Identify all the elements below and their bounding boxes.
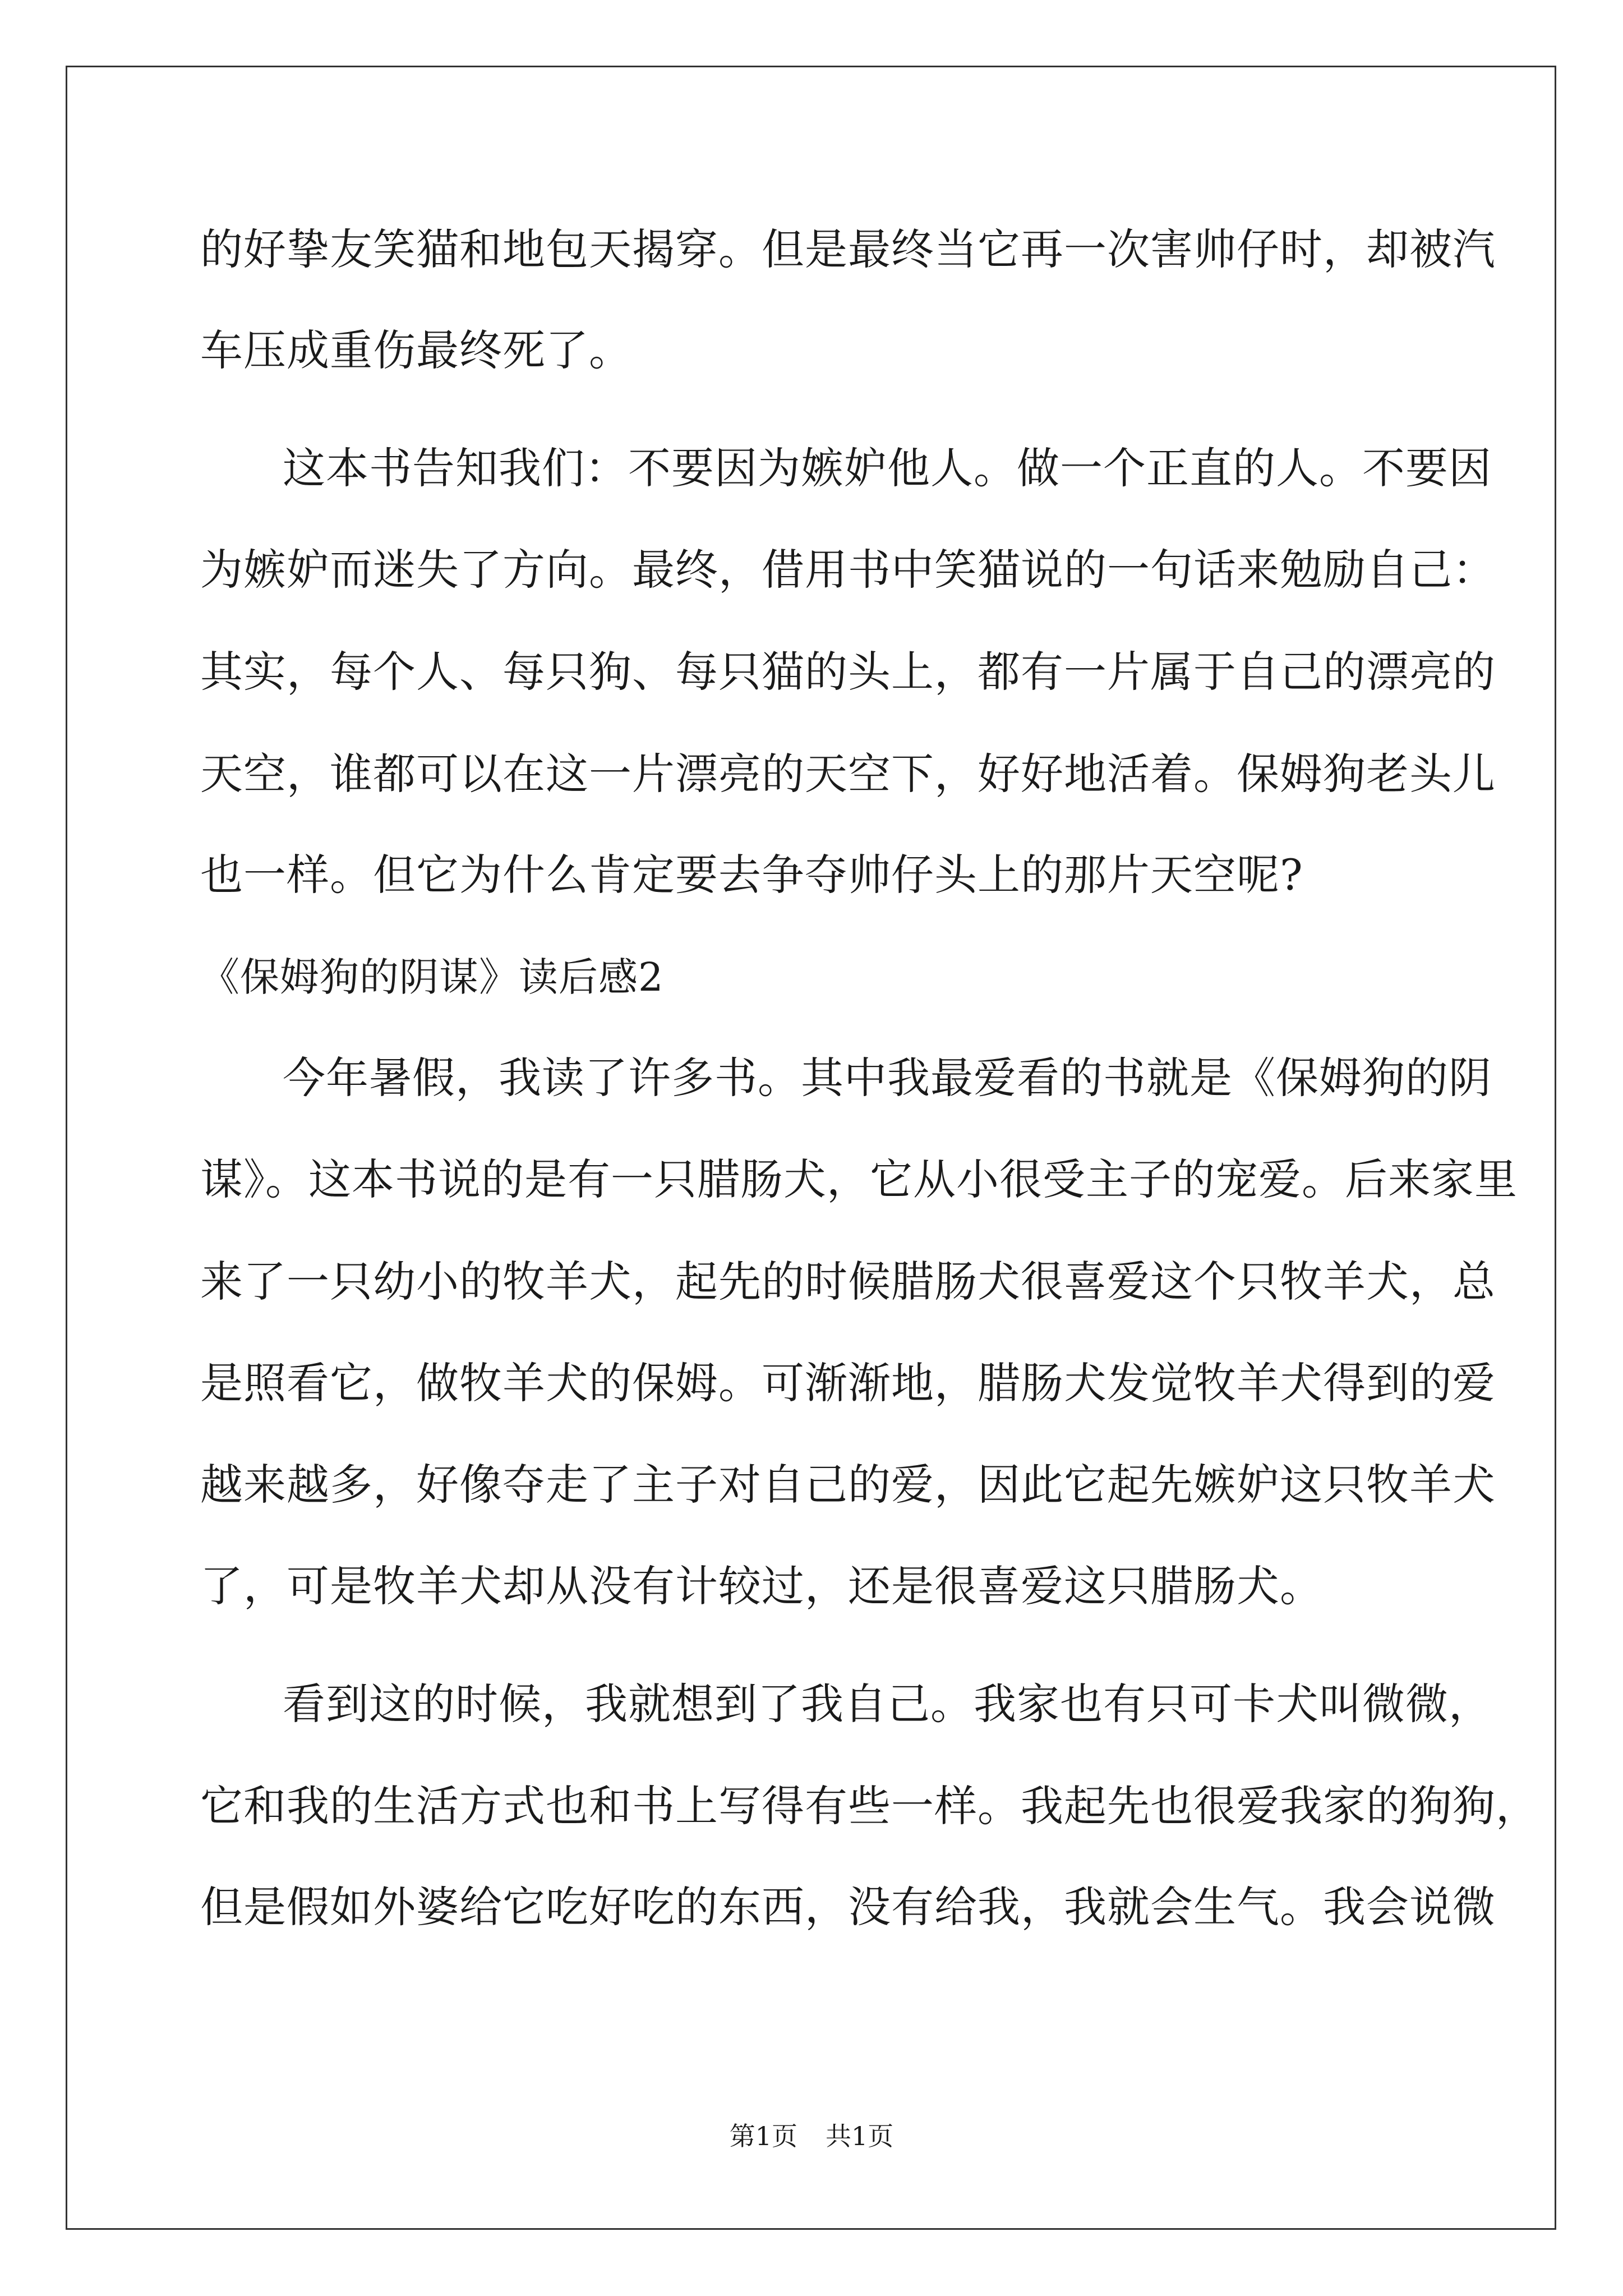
- page-number: 第1页: [729, 2121, 797, 2151]
- paragraph-line: 是照看它，做牧羊犬的保姆。可渐渐地，腊肠犬发觉牧羊犬得到的爱: [200, 1358, 1496, 1408]
- paragraph-line: 了，可是牧羊犬却从没有计较过，还是很喜爱这只腊肠犬。: [200, 1561, 1323, 1611]
- paragraph-line: 为嫉妒而迷失了方向。最终，借用书中笑猫说的一句话来勉励自己：: [200, 545, 1496, 595]
- page-footer: [0, 2119, 1623, 2153]
- paragraph-line: 看到这的时候，我就想到了我自己。我家也有只可卡犬叫微微，: [283, 1679, 1492, 1729]
- section-heading: 《保姆狗的阴谋》读后感2: [200, 954, 664, 1000]
- paragraph-line: 越来越多，好像夺走了主子对自己的爱，因此它起先嫉妒这只牧羊犬: [200, 1460, 1496, 1510]
- paragraph-line: 来了一只幼小的牧羊犬，起先的时候腊肠犬很喜爱这个只牧羊犬，总: [200, 1257, 1496, 1306]
- paragraph-line: 谋》。这本书说的是有一只腊肠犬，它从小很受主子的宠爱。后来家里: [200, 1154, 1518, 1204]
- paragraph-line: 今年暑假，我读了许多书。其中我最爱看的书就是《保姆狗的阴: [283, 1053, 1492, 1103]
- paragraph-line: 其实，每个人、每只狗、每只猫的头上，都有一片属于自己的漂亮的: [200, 647, 1496, 697]
- paragraph-line: 但是假如外婆给它吃好吃的东西，没有给我，我就会生气。我会说微: [200, 1882, 1496, 1932]
- paragraph-line: 车压成重伤最终死了。: [200, 325, 632, 375]
- paragraph-line: 这本书告知我们：不要因为嫉妒他人。做一个正直的人。不要因: [283, 443, 1492, 493]
- paragraph-line: 它和我的生活方式也和书上写得有些一样。我起先也很爱我家的狗狗，: [200, 1781, 1539, 1831]
- paragraph-line: 也一样。但它为什么肯定要去争夺帅仔头上的那片天空呢?: [200, 850, 1303, 900]
- paragraph-line: 天空，谁都可以在这一片漂亮的天空下，好好地活着。保姆狗老头儿: [200, 749, 1496, 799]
- paragraph-line: 的好挚友笑猫和地包天揭穿。但是最终当它再一次害帅仔时，却被汽: [200, 224, 1496, 274]
- page-total: 共1页: [826, 2121, 894, 2151]
